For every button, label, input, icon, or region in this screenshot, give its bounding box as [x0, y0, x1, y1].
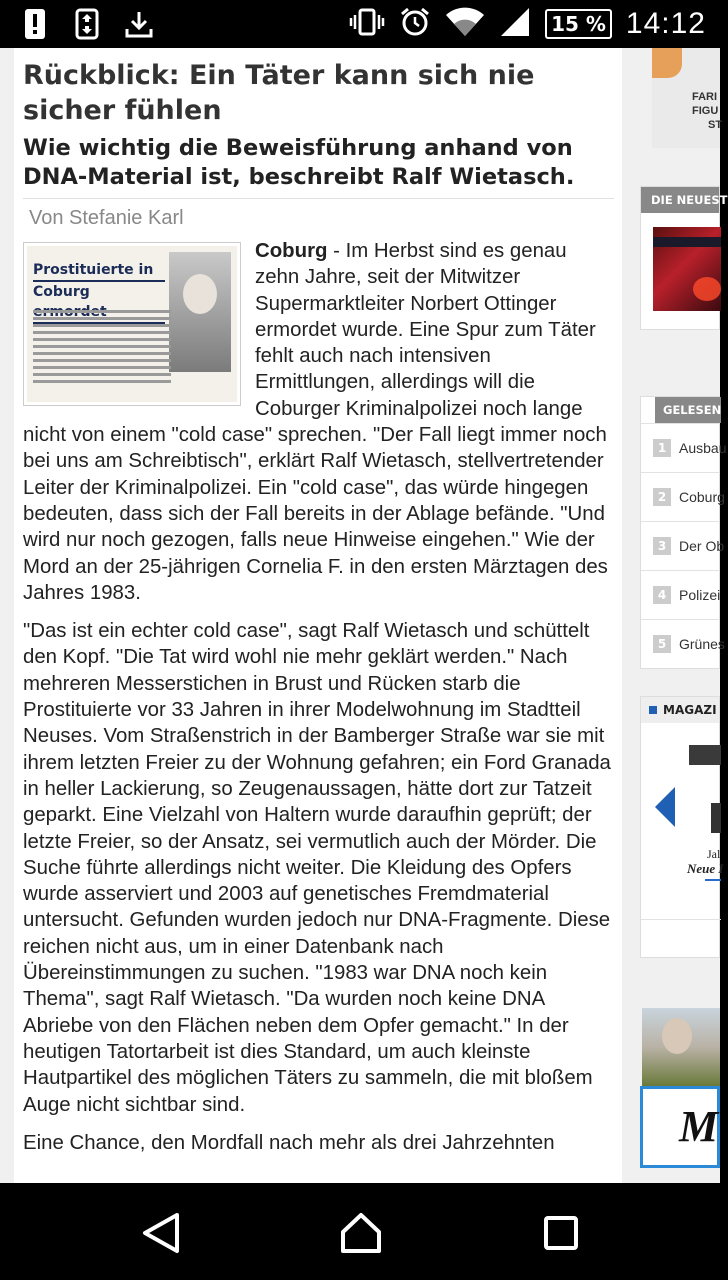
- sidebar-ad-top[interactable]: FARI FIGU ST: [640, 48, 720, 160]
- download-icon: [124, 6, 154, 42]
- clipping-text-lines: [33, 310, 171, 387]
- back-button[interactable]: [136, 1211, 186, 1255]
- article: [14, 48, 622, 1183]
- back-icon: [141, 1212, 181, 1254]
- magazine-header: MAGAZI: [663, 703, 717, 717]
- recents-button[interactable]: [536, 1211, 586, 1255]
- list-item[interactable]: 2 Coburg: [641, 472, 719, 521]
- alarm-icon: [399, 6, 431, 42]
- list-item[interactable]: 3 Der Ob: [641, 521, 719, 570]
- chevron-left-icon: [653, 785, 677, 829]
- clipping-photo: [169, 252, 231, 372]
- status-bar: [0, 0, 720, 48]
- sidebar-most-read: [640, 396, 727, 669]
- newest-thumbnail[interactable]: [653, 227, 721, 311]
- navigation-bar: [0, 1183, 720, 1280]
- article-subheadline: Wie wichtig die Beweisführung anhand von DNA-Material ist, beschreibt Ralf Wietasch.: [23, 134, 614, 199]
- newest-header: DIE NEUEST: [641, 187, 719, 213]
- ad-photo: [642, 1008, 720, 1086]
- sidebar-newest[interactable]: [640, 186, 728, 330]
- web-page[interactable]: [0, 48, 728, 1183]
- magazine-bullet-icon: [649, 706, 657, 714]
- paragraph-2: "Das ist ein echter cold case", sagt Ralf Wietasch und schüttelt den Kopf. "Die Tat wird wohl nie mehr geklärt werden." Nach mehreren Messerstichen in Brust und Rücken starb die Prostituierte vor 33 Jahren in ihrer Modelwohnung im Stadtteil Neuses. Vom Straßenstrich in der Bamberger Straße war sie mit ihrem letzten Freier zu der Wohnung gefahren; ein Ford Granada in heller Lackierung, so Zeugenaussagen, hätte dort zur Tatzeit geparkt. Eine Vielzahl von Haltern wurde daraufhin geprüft; der letzte Freier, so der Ansatz, sei vermutlich auch der Mörder. Die Suche führte allerdings nicht weiter. Die Kleidung des Opfers wurde asserviert und 2003 auf genetisches Fremdmaterial untersucht. Gefunden wurden jedoch nur DNA-Fragmente. Diese reichen nicht aus, um in einer Datenbank nach Übereinstimmungen zu suchen. "1983 war DNA noch kein Thema", sagt Ralf Wietasch. "Da wurden noch keine DNA Abriebe von den Flächen neben dem Opfer gemacht." In der heutigen Tatortarbeit ist dies Standard, um auch kleinste Hautpartikel des möglichen Täters zu sammeln, die mit bloßem Auge nicht sichtbar sind.: [23, 620, 611, 1116]
- sidebar: [640, 48, 728, 1183]
- home-button[interactable]: [336, 1211, 386, 1255]
- ad-logo-box: M: [640, 1086, 720, 1168]
- sidebar-magazine: [640, 696, 724, 958]
- list-item[interactable]: 4 Polizei: [641, 570, 719, 619]
- alert-icon: [20, 6, 50, 42]
- carousel-prev-button[interactable]: [653, 785, 677, 829]
- newspaper-clipping: [27, 246, 237, 402]
- data-transfer-icon: [72, 6, 102, 42]
- paragraph-1: Coburg - Im Herbst sind es genau zehn Jahre, seit der Mitwitzer Supermarktleiter Norbert Ottinger ermordet wurde. Eine Spur zum Täter fehlt auch nach intensiven Ermittlungen, allerdings will die Coburger Kriminalpolizei noch lange nicht von einem "cold case" sprechen. "Der Fall liegt immer noch bei uns am Schreibtisch", erklärt Ralf Wietasch, stellvertretender Leiter der Kriminalpolizei. Ein "cold case", das würde hingegen bedeuten, dass sich der Fall bereits in der Ablage befände. "Und wird nur noch gezogen, falls neue Hinweise eingehen." Wie der Mord an der 25-jährigen Cornelia F. in den ersten Märztagen des Jahres 1983.: [23, 240, 608, 604]
- recents-icon: [543, 1215, 579, 1251]
- list-item[interactable]: 1 Ausbau: [641, 423, 719, 472]
- paragraph-3: Eine Chance, den Mordfall nach mehr als drei Jahrzehnten: [23, 1131, 555, 1154]
- wifi-icon: [445, 7, 485, 41]
- article-headline: Rückblick: Ein Täter kann sich nie sicher fühlen: [23, 60, 535, 126]
- vibrate-icon: [349, 8, 385, 40]
- battery-indicator: 15 %: [545, 9, 612, 39]
- article-body: [23, 238, 614, 1156]
- sidebar-ad-bottom[interactable]: [640, 1006, 720, 1168]
- article-image[interactable]: [23, 242, 241, 406]
- signal-icon: [499, 7, 531, 41]
- clipping-headline: Prostituierte in Coburg: [33, 260, 165, 324]
- magazine-cover[interactable]: Jal Neue I: [685, 745, 721, 895]
- clock: 14:12: [625, 7, 706, 40]
- article-byline: Von Stefanie Karl: [29, 207, 184, 229]
- list-item[interactable]: 5 Grünes: [641, 619, 719, 668]
- home-icon: [339, 1212, 383, 1254]
- tab-gelesen[interactable]: GELESEN: [655, 397, 721, 423]
- lead-place: Coburg: [255, 240, 328, 262]
